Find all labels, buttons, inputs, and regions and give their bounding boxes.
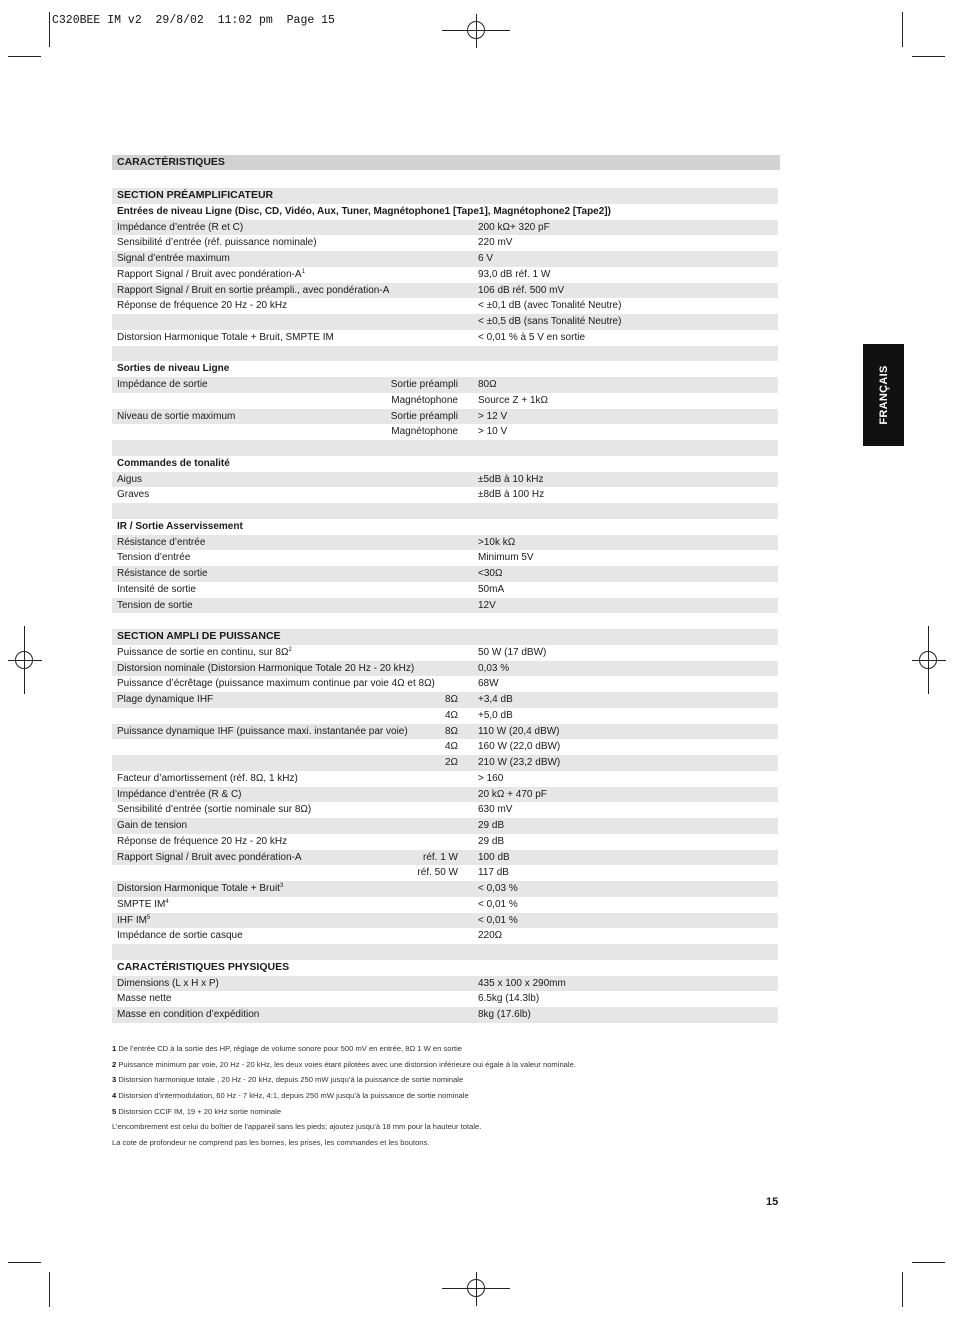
- spec-label: [117, 487, 149, 503]
- footnote-number: 3: [112, 1075, 117, 1085]
- spec-condition: Magnétophone: [391, 394, 458, 406]
- subsection-heading-row: [112, 519, 778, 535]
- spec-label-text: Rapport Signal / Bruit avec pondération-A: [117, 268, 302, 280]
- spec-label-text: Distorsion nominale (Distorsion Harmonique Totale 20 Hz - 20 kHz): [117, 662, 415, 674]
- spec-label: [117, 692, 213, 708]
- spec-label: [117, 220, 243, 236]
- spec-value: < ±0,5 dB (sans Tonalité Neutre): [478, 316, 622, 327]
- spec-condition: 8Ω: [444, 725, 458, 737]
- spec-value: 20 kΩ + 470 pF: [478, 788, 547, 800]
- spec-row: [112, 676, 778, 692]
- spec-row: [112, 865, 778, 881]
- spec-value: +3,4 dB: [478, 694, 513, 705]
- spec-label-text: Dimensions (L x H x P): [117, 977, 219, 989]
- spec-value: <30Ω: [478, 568, 503, 579]
- spec-label-text: Signal d’entrée maximum: [117, 253, 230, 264]
- spec-label-text: Puissance d’écrêtage (puissance maximum continue par voie 4Ω et 8Ω): [117, 678, 435, 690]
- spec-label: [117, 535, 205, 551]
- spec-label-text: Impédance d’entrée (R & C): [117, 788, 242, 800]
- spec-label: [117, 897, 169, 913]
- spec-label-text: Impédance d’entrée (R et C): [117, 221, 244, 233]
- spec-label-text: Entrées de niveau Ligne (Disc, CD, Vidéo, Aux, Tuner, Magnétophone1 [Tape1], Magnétophone2 [Tape2]): [117, 205, 611, 217]
- spec-label-text: Niveau de sortie maximum: [117, 410, 236, 422]
- spec-row: [112, 613, 778, 629]
- spec-value: 93,0 dB réf. 1 W: [478, 268, 551, 280]
- spec-value: 80Ω: [478, 379, 497, 390]
- spec-label: [117, 204, 611, 220]
- footnote-text: Distorsion harmonique totale , 20 Hz - 20 kHz, depuis 250 mW jusqu’à la puissance de sortie nominale: [118, 1075, 464, 1085]
- footnote-ref: 3: [279, 883, 284, 889]
- spec-value: 100 dB: [478, 851, 510, 863]
- spec-row: [112, 645, 778, 661]
- spec-label-text: Résistance d’entrée: [117, 536, 206, 548]
- spec-label: [117, 267, 305, 283]
- footnote-ref: 2: [288, 646, 292, 653]
- spec-label-text: Commandes de tonalité: [117, 457, 230, 469]
- footnote: [112, 1041, 778, 1057]
- spec-label-text: Sensibilité d’entrée (réf. puissance nominale): [117, 237, 317, 249]
- footnote: [112, 1072, 778, 1088]
- subsection-heading-row: [112, 456, 778, 472]
- spec-row: [112, 424, 778, 440]
- spec-label-text: Sorties de niveau Ligne: [117, 363, 230, 375]
- footnote-number: 5: [112, 1106, 117, 1116]
- spec-label-text: Masse nette: [117, 993, 172, 1005]
- footnote-text: Distorsion CCIF IM, 19 + 20 kHz sortie nominale: [118, 1106, 282, 1116]
- spec-row: [112, 850, 778, 866]
- spec-label-text: Sensibilité d’entrée (sortie nominale sur 8Ω): [117, 804, 312, 816]
- spec-label: [117, 409, 235, 425]
- spec-row: [112, 346, 778, 362]
- spec-row: [112, 739, 778, 755]
- spec-label: [117, 661, 414, 677]
- spec-condition: 8Ω: [444, 694, 458, 705]
- footnote-number: 4: [112, 1091, 117, 1101]
- main-heading: CARACTÉRISTIQUES: [112, 155, 780, 170]
- spec-label-text: Masse en condition d’expédition: [117, 1009, 260, 1020]
- spec-row: [112, 298, 778, 314]
- spec-value: +5,0 dB: [478, 709, 513, 721]
- spec-value: 200 kΩ+ 320 pF: [478, 221, 550, 233]
- spec-row: [112, 818, 778, 834]
- spec-value: > 160: [478, 772, 504, 784]
- spec-value: 6.5kg (14.3lb): [478, 993, 540, 1005]
- spec-row: [112, 472, 778, 488]
- spec-row: [112, 251, 778, 267]
- spec-row: [112, 535, 778, 551]
- spec-label-text: SECTION AMPLI DE PUISSANCE: [117, 630, 281, 642]
- registration-circle: [467, 1279, 485, 1297]
- spec-label: [117, 724, 408, 740]
- spec-label: [117, 1007, 259, 1023]
- footnote: [112, 1057, 778, 1073]
- spec-value: >10k kΩ: [478, 536, 516, 548]
- section-heading-row: [112, 188, 778, 204]
- spec-label-text: Distorsion Harmonique Totale + Bruit: [117, 883, 280, 894]
- footnote-text: La cote de profondeur ne comprend pas les bornes, les prises, les commandes et les boutons.: [112, 1138, 430, 1148]
- spec-value: 435 x 100 x 290mm: [478, 977, 566, 989]
- footnote-number: 2: [112, 1059, 117, 1069]
- subsection-heading-row: [112, 204, 778, 220]
- spec-label-text: Tension de sortie: [117, 599, 193, 611]
- spec-row: [112, 1007, 778, 1023]
- spec-row: [112, 692, 778, 708]
- crop-mark: [902, 12, 903, 47]
- page-number: 15: [766, 1196, 779, 1208]
- spec-label: [117, 991, 171, 1007]
- spec-row: [112, 235, 778, 251]
- spec-row: [112, 377, 778, 393]
- footnote: [112, 1104, 778, 1120]
- spec-label-text: Impédance de sortie: [117, 379, 208, 390]
- spec-label: [117, 283, 389, 299]
- section-heading-row: [112, 960, 778, 976]
- spec-label-text: CARACTÉRISTIQUES PHYSIQUES: [117, 960, 290, 973]
- spec-row: [112, 503, 778, 519]
- footnote: [112, 1119, 778, 1135]
- language-tab-label: FRANÇAIS: [877, 365, 890, 425]
- spec-label-text: Résistance de sortie: [117, 568, 208, 579]
- spec-label: [117, 361, 229, 377]
- spec-condition: 4Ω: [444, 709, 458, 721]
- spec-label-text: Rapport Signal / Bruit avec pondération-A: [117, 851, 302, 863]
- spec-value: 29 dB: [478, 835, 505, 847]
- footnote: [112, 1135, 778, 1151]
- spec-label: [117, 676, 435, 692]
- spec-value: Source Z + 1kΩ: [478, 394, 549, 406]
- spec-value: 0,03 %: [478, 662, 510, 674]
- footnote-text: Distorsion d’intermodulation, 60 Hz - 7 kHz, 4:1, depuis 250 mW jusqu’à la puissance de sortie nominale: [118, 1091, 469, 1101]
- spec-label: [117, 235, 317, 251]
- spec-row: [112, 913, 778, 929]
- spec-value: 220Ω: [478, 930, 503, 942]
- subsection-heading-row: [112, 361, 778, 377]
- spec-label: [117, 377, 208, 393]
- spec-label: [117, 881, 283, 897]
- spec-label-text: Aigus: [117, 473, 143, 485]
- spec-label: [117, 519, 243, 535]
- spec-row: [112, 787, 778, 803]
- spec-label-text: SMPTE IM: [117, 898, 166, 910]
- spec-label: [117, 456, 230, 472]
- spec-value: 50 W (17 dBW): [478, 646, 547, 658]
- spec-label-text: Plage dynamique IHF: [117, 694, 214, 705]
- spec-value: 50mA: [478, 583, 505, 595]
- footnote-text: De l’entrée CD à la sortie des HP, réglage de volume sonore pour 500 mV en entrée, 8Ω 1 W en sortie: [118, 1044, 463, 1053]
- spec-label: [117, 818, 187, 834]
- spec-label: [117, 582, 196, 598]
- footnote-ref: 1: [301, 268, 305, 275]
- spec-row: [112, 928, 778, 944]
- spec-label: [117, 771, 298, 787]
- spec-value: < 0,03 %: [478, 883, 518, 894]
- spec-condition: Sortie préampli: [390, 379, 458, 390]
- spec-row: [112, 755, 778, 771]
- footnote-text: L’encombrement est celui du boîtier de l’appareil sans les pieds; ajoutez jusqu’à 18 mm pour la hauteur totale.: [112, 1122, 482, 1132]
- spec-label-text: IHF IM: [117, 914, 147, 926]
- print-slug: C320BEE IM v2 29/8/02 11:02 pm Page 15: [52, 14, 335, 27]
- spec-label: [117, 834, 287, 850]
- spec-value: 210 W (23,2 dBW): [478, 757, 561, 768]
- spec-label: [117, 550, 190, 566]
- spec-value: < 0,01 % à 5 V en sortie: [478, 331, 586, 343]
- spec-value: < 0,01 %: [478, 914, 518, 926]
- spec-label: [117, 566, 208, 582]
- spec-row: [112, 550, 778, 566]
- spec-value: 12V: [478, 599, 496, 611]
- spec-value: Minimum 5V: [478, 552, 534, 564]
- crop-mark: [912, 1262, 945, 1263]
- spec-value: ±8dB à 100 Hz: [478, 489, 545, 501]
- spec-label: [117, 629, 281, 645]
- spec-value: 8kg (17.6lb): [478, 1009, 531, 1020]
- spec-row: [112, 991, 778, 1007]
- crop-mark: [49, 1272, 50, 1307]
- spec-row: [112, 897, 778, 913]
- spec-row: [112, 724, 778, 740]
- spec-value: 220 mV: [478, 237, 513, 249]
- spec-label: [117, 802, 311, 818]
- spec-row: [112, 976, 778, 992]
- spec-row: [112, 661, 778, 677]
- spec-value: 68W: [478, 678, 499, 690]
- footnote-number: 1: [112, 1044, 117, 1053]
- spec-label: [117, 787, 242, 803]
- spec-row: [112, 330, 778, 346]
- spec-label-text: Graves: [117, 489, 150, 501]
- footnote: [112, 1088, 778, 1104]
- spec-label: [117, 960, 289, 976]
- spec-row: [112, 834, 778, 850]
- spec-label-text: Réponse de fréquence 20 Hz - 20 kHz: [117, 300, 288, 312]
- language-tab: [863, 344, 904, 446]
- spec-row: [112, 881, 778, 897]
- footnote-ref: 5: [147, 914, 151, 921]
- spec-condition: Magnétophone: [391, 426, 458, 438]
- spec-row: [112, 708, 778, 724]
- spec-row: [112, 598, 778, 614]
- spec-row: [112, 582, 778, 598]
- spec-condition: 2Ω: [444, 757, 458, 768]
- spec-condition: 4Ω: [444, 741, 458, 753]
- spec-row: [112, 771, 778, 787]
- spec-row: [112, 440, 778, 456]
- spec-value: ±5dB à 10 kHz: [478, 473, 544, 485]
- spec-row: [112, 314, 778, 330]
- spec-label-text: Rapport Signal / Bruit en sortie préampli., avec pondération-A: [117, 284, 390, 296]
- spec-value: 160 W (22,0 dBW): [478, 741, 561, 753]
- spec-label: [117, 598, 193, 614]
- spec-label-text: Gain de tension: [117, 820, 188, 831]
- spec-value: > 12 V: [478, 410, 508, 422]
- spec-row: [112, 566, 778, 582]
- spec-label: [117, 976, 219, 992]
- crop-mark: [49, 12, 50, 47]
- spec-label-text: SECTION PRÉAMPLIFICATEUR: [117, 189, 274, 201]
- spec-label: [117, 645, 292, 661]
- spec-table: [112, 188, 778, 1023]
- spec-label: [117, 850, 302, 866]
- spec-label-text: Impédance de sortie casque: [117, 930, 243, 942]
- spec-condition: réf. 50 W: [417, 867, 458, 879]
- spec-value: 106 dB réf. 500 mV: [478, 284, 565, 296]
- crop-mark: [912, 56, 945, 57]
- spec-label: [117, 251, 230, 267]
- spec-label-text: IR / Sortie Asservissement: [117, 520, 243, 532]
- spec-value: 29 dB: [478, 820, 505, 831]
- registration-circle: [15, 651, 33, 669]
- crop-mark: [8, 1262, 41, 1263]
- spec-label: [117, 298, 287, 314]
- spec-value: 630 mV: [478, 804, 513, 816]
- spec-condition: Sortie préampli: [390, 410, 458, 422]
- spec-label: [117, 188, 273, 204]
- spec-label-text: Puissance de sortie en continu, sur 8Ω: [117, 646, 289, 658]
- spec-label-text: Tension d’entrée: [117, 552, 191, 564]
- spec-row: [112, 393, 778, 409]
- spec-label-text: Réponse de fréquence 20 Hz - 20 kHz: [117, 835, 288, 847]
- footnote-text: Puissance minimum par voie, 20 Hz - 20 kHz, les deux voies étant pilotées avec une distorsion inférieure oui égale à la valeur nominale.: [118, 1059, 576, 1069]
- spec-label: [117, 472, 142, 488]
- spec-row: [112, 409, 778, 425]
- spec-value: < ±0,1 dB (avec Tonalité Neutre): [478, 300, 622, 312]
- spec-label: [117, 928, 243, 944]
- footnote-ref: 4: [165, 898, 169, 905]
- footnotes: [112, 1041, 778, 1151]
- spec-condition: réf. 1 W: [422, 851, 458, 863]
- spec-label-text: Facteur d’amortissement (réf. 8Ω, 1 kHz): [117, 772, 298, 784]
- spec-row: [112, 220, 778, 236]
- crop-mark: [8, 56, 41, 57]
- spec-value: < 0,01 %: [478, 898, 518, 910]
- section-heading-row: [112, 629, 778, 645]
- spec-row: [112, 267, 778, 283]
- spec-label-text: Distorsion Harmonique Totale + Bruit, SMPTE IM: [117, 331, 334, 343]
- spec-value: > 10 V: [478, 426, 508, 438]
- spec-row: [112, 944, 778, 960]
- spec-label-text: Puissance dynamique IHF (puissance maxi. instantanée par voie): [117, 725, 408, 737]
- spec-value: 110 W (20,4 dBW): [478, 725, 560, 737]
- spec-row: [112, 283, 778, 299]
- spec-row: [112, 487, 778, 503]
- spec-label: [117, 913, 150, 929]
- spec-value: 117 dB: [478, 867, 509, 879]
- spec-row: [112, 802, 778, 818]
- registration-circle: [919, 651, 937, 669]
- spec-label: [117, 330, 334, 346]
- spec-label-text: Intensité de sortie: [117, 583, 196, 595]
- registration-circle: [467, 21, 485, 39]
- crop-mark: [902, 1272, 903, 1307]
- spec-value: 6 V: [478, 253, 494, 264]
